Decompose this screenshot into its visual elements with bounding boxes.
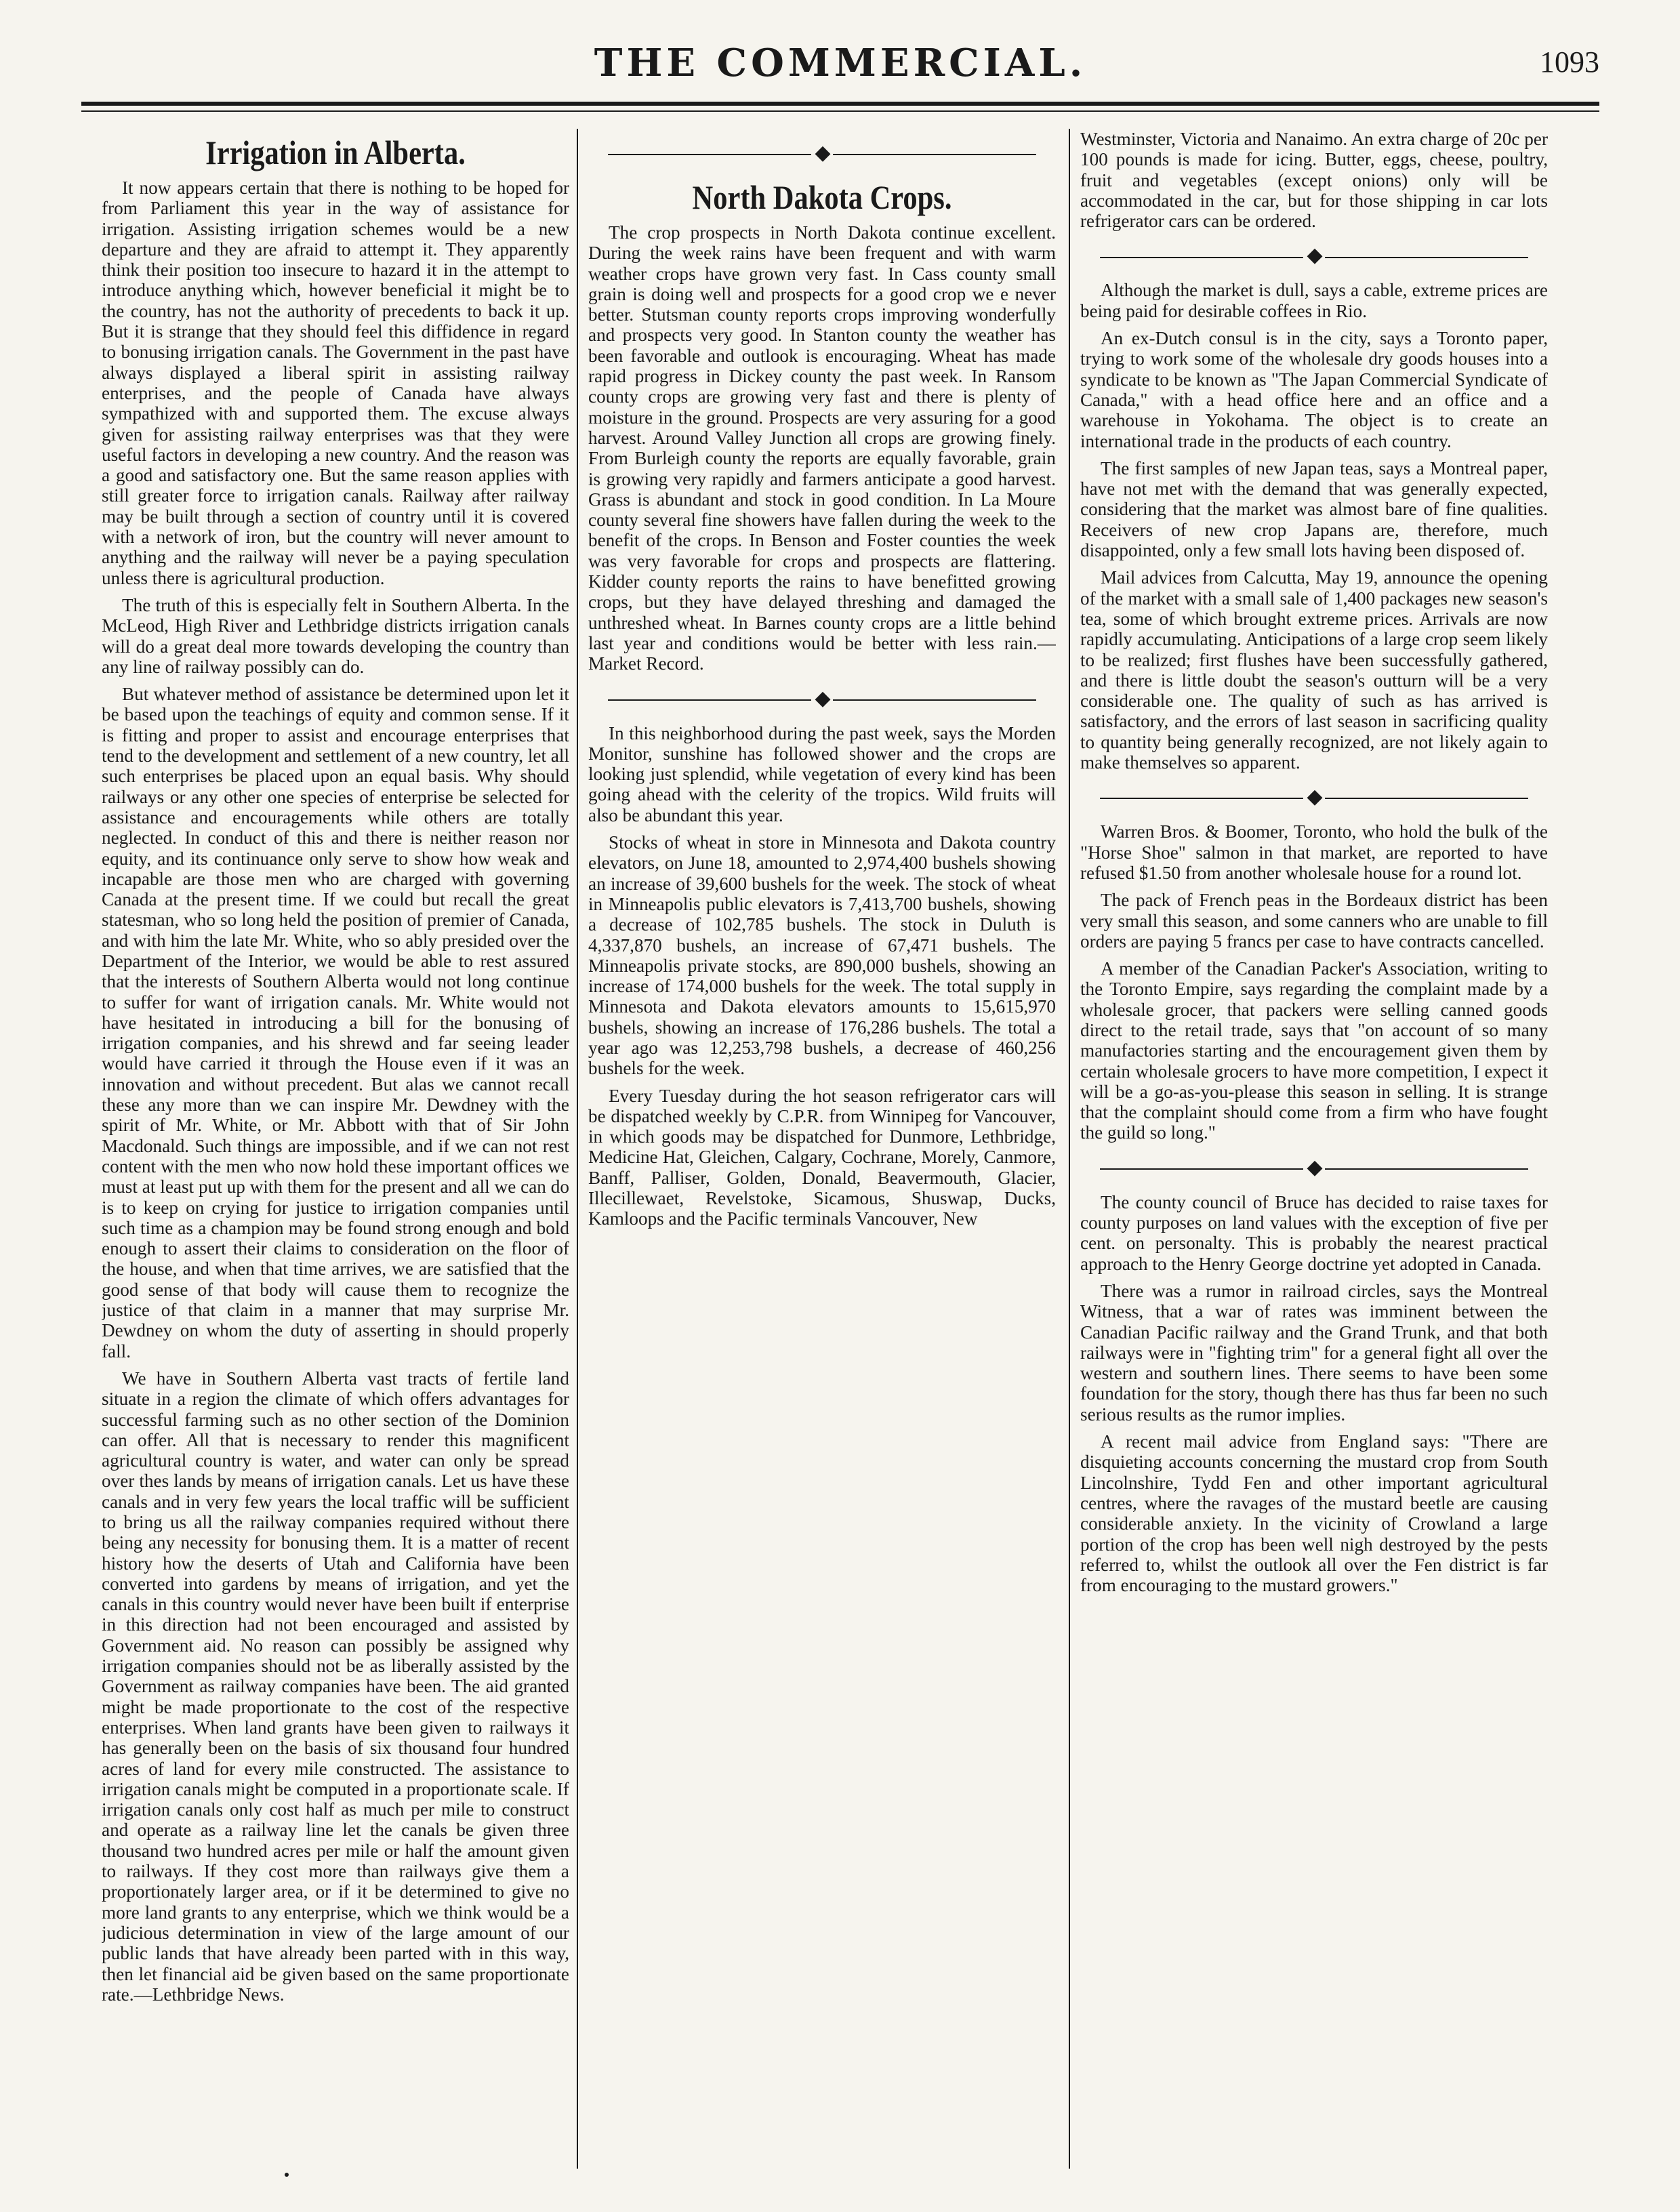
column-divider [577,129,578,2169]
article-paragraph: The first samples of new Japan teas, says a Montreal paper, have not met with the demand that was generally expected, considering that the market was almost bare of fine qualities. Receivers of new crop Japans are, therefore, much disappointed, only a few small lots having been disposed of. [1080,457,1548,561]
article-paragraph: An ex-Dutch consul is in the city, says a Toronto paper, trying to work some of the wholesale dry goods houses into a syndicate to be known as "The Japan Commercial Syndicate of Canada," with a head office here and an office and a warehouse in Yokohama. The object is to create an international trade in the products of each country. [1080,328,1548,451]
article-paragraph: Although the market is dull, says a cable, extreme prices are being paid for desirable coffees in Rio. [1080,280,1548,321]
section-separator: ◆ [1080,1154,1548,1181]
section-separator: ◆ [588,685,1056,712]
article-paragraph: The truth of this is especially felt in Southern Alberta. In the McLeod, High River and Lethbridge districts irrigation canals will do a great deal more towards developing the country than any line of railway possibly can do. [102,594,569,677]
column-divider [1069,129,1070,2169]
column-2 [588,129,1056,2162]
masthead [81,27,1599,108]
article-paragraph: The pack of French peas in the Bordeaux district has been very small this season, and some canners who are unable to fill orders are paying 5 francs per case to have contracts cancelled. [1080,890,1548,951]
article-paragraph: There was a rumor in railroad circles, says the Montreal Witness, that a war of rates was imminent between the Canadian Pacific railway and the Grand Trunk, and that both railways were in "fighting trim" for a general fight all over the western and southern lines. There seems to have been some foundation for the story, though there has thus far been no such serious results as the rumor implies. [1080,1280,1548,1425]
article-paragraph: A member of the Canadian Packer's Association, writing to the Toronto Empire, says regarding the complaint made by a wholesale grocer, that packers were selling canned goods direct to the retail trade, says that "on account of so many manufactories starting and the encouragement given them by certain wholesale grocers to have more competition, I expect it will be a go-as-you-please this season in selling. It is strange that the complaint should come from a firm who have fought the guild so long." [1080,958,1548,1143]
article-headline-north-dakota: North Dakota Crops. [692,178,952,216]
article-paragraph: Mail advices from Calcutta, May 19, announce the opening of the market with a small sale of 1,400 packages new season's tea, some of which brought extreme prices. Arrivals are now rapidly accumulating. Anticipations of a large crop seem likely to be realized; first flushes have been successfully gathered, and there is little doubt the season's outturn will be a very considerable one. The quality of such as has arrived is satisfactory, and the errors of last season in sacrificing quality to quantity being generally recognized, are not likely again to make themselves so apparent. [1080,567,1548,773]
article-paragraph: Every Tuesday during the hot season refrigerator cars will be dispatched weekly by C.P.R. from Winnipeg for Vancouver, in which goods may be dispatched for Dunmore, Lethbridge, Medicine Hat, Gleichen, Calgary, Cochrane, Morely, Canmore, Banff, Palliser, Golden, Donald, Beavermouth, Glacier, Illecillewaet, Revelstoke, Sicamous, Shuswap, Ducks, Kamloops and the Pacific terminals Vancouver, New [588,1085,1056,1229]
article-paragraph: Westminster, Victoria and Nanaimo. An extra charge of 20c per 100 pounds is made for icing. Butter, eggs, cheese, poultry, fruit and vegetables (except onions) only will be accommodated in the car, but for those shipping in car lots refrigerator cars can be ordered. [1080,129,1548,232]
article-paragraph: Stocks of wheat in store in Minnesota and Dakota country elevators, on June 18, amounted to 2,974,400 bushels showing an increase of 39,600 bushels for the week. The stock of wheat in Minneapolis public elevators is 7,413,700 bushels, showing a decrease of 102,785 bushels. The stock in Duluth is 4,337,870 bushels, an increase of 67,471 bushels. The Minneapolis private stocks, are 890,000 bushels, showing an increase of 174,000 bushels for the week. The total supply in Minnesota and Dakota elevators amounts to 15,615,970 bushels, showing an increase of 176,286 bushels. The total a year ago was 12,253,798 bushels, a decrease of 460,256 bushels for the week. [588,832,1056,1079]
column-3 [1080,129,1548,2162]
print-mark [285,2173,289,2177]
masthead-rule-thin [81,110,1599,112]
newspaper-title: THE COMMERCIAL. [594,41,1087,85]
section-separator: ◆ [1080,783,1548,811]
section-separator: ◆ [588,140,1056,167]
article-paragraph: It now appears certain that there is nothing to be hoped for from Parliament this year in the way of assistance for irrigation. Assisting irrigation schemes would be a new departure and they are afraid to attempt it. They apparently think their position too insecure to hazard it in the attempt to introduce anything which, however beneficial it might be to the country, has not the authority of precedents to back it up. But it is strange that they should feel this diffidence in regard to bonusing irrigation canals. The Government in the past have always displayed a liberal spirit in assisting railway enterprises, and the people of Canada have always sympathized with and supported them. The excuse always given for assisting railway enterprises was that they were useful factors in developing a new country. And the reason was a good and satisfactory one. But the same reason applies with still greater force to irrigation canals. Railway after railway may be built through a section of country until it is covered with a network of iron, but the country will never amount to anything and the railway will never be a paying speculation unless there is agricultural production. [102,178,569,588]
masthead-rule-thick [81,102,1599,106]
section-separator: ◆ [1080,242,1548,269]
article-paragraph: But whatever method of assistance be determined upon let it be based upon the teachings of equity and common sense. If it is fitting and proper to assist and encourage enterprises that tend to the development and settlement of a new country, let all such enterprises be placed upon an equal basis. Why should railways or any other one species of enterprise be selected for assistance and encouragements while others are totally neglected. In conduct of this and there is neither reason nor equity, and its continuance only serve to show how weak and incapable are those men who are charged with governing Canada at the present time. If we could but recall the great statesman, who so long held the position of premier of Canada, and with him the late Mr. White, who so ably presided over the Department of the Interior, we would be able to rest assured that the interests of Southern Alberta would not long continue to suffer for want of irrigation canals. Mr. White would not have hesitated in introducing a bill for the bonusing of irrigation companies, and his shrewd and far seeing leader would have carried it through the House even if it was an innovation and without precedent. But alas we cannot recall these any more than we can inspire Mr. Dewdney with the spirit of Mr. White, or Mr. Abbott with that of Sir John Macdonald. Such things are impossible, and if we can not rest content with the men who now hold these important offices we must at least put up with them for the present and all we can do is to keep on crying for justice to irrigation companies until such time as a champion may be found strong enough and bold enough to assert their claims to consideration on the floor of the house, and when that time arrives, we are satisfied that the good sense of that body will cause them to recognize the justice of that claim in a manner that may surprise Mr. Dewdney on whom the duty of asserting in should properly fall. [102,684,569,1361]
article-paragraph: A recent mail advice from England says: "There are disquieting accounts concerning the mustard crop from South Lincolnshire, Tydd Fen and other important agricultural centres, where the ravages of the mustard beetle are causing considerable anxiety. In the vicinity of Crowland a large portion of the crop has been well nigh destroyed by the pests referred to, whilst the outlook all over the Fen district is far from encouraging to the mustard growers." [1080,1431,1548,1596]
page-number: 1093 [1540,45,1599,79]
article-paragraph: The crop prospects in North Dakota continue excellent. During the week rains have been frequent and with warm weather crops have grown very fast. In Cass county small grain is doing well and prospects for a good crop we e never better. Stutsman county reports crops improving wonderfully and prospects very good. In Stanton county the weather has been favorable and outlook is encouraging. Wheat has made rapid progress in Dickey county the past week. In Ransom county crops are growing very fast and there is plenty of moisture in the ground. Prospects are very assuring for a good harvest. Around Valley Junction all crops are growing finely. From Burleigh county the reports are equally favorable, grain is growing very rapidly and farmers anticipate a good harvest. Grass is abundant and stock in good condition. In La Moure county several fine showers have fallen during the week to the benefit of the crops. In Benson and Foster counties the week was very favorable for crops and prospects are flattering. Kidder county reports the rains to have benefitted growing crops, but they have delayed threshing and damaged the unthreshed wheat. In Barnes county crops are a little behind last year and conditions would be better with less rain.—Market Record. [588,222,1056,674]
article-paragraph: The county council of Bruce has decided to raise taxes for county purposes on land values with the exception of five per cent. on personalty. This is probably the nearest practical approach to the Henry George doctrine yet adopted in Canada. [1080,1191,1548,1274]
article-headline-irrigation: Irrigation in Alberta. [205,134,466,171]
article-paragraph: In this neighborhood during the past week, says the Morden Monitor, sunshine has followed shower and the crops are looking just splendid, while vegetation of every kind has been going ahead with the celerity of the tropics. Wild fruits will also be abundant this year. [588,722,1056,825]
column-1 [102,129,569,2162]
article-paragraph: We have in Southern Alberta vast tracts of fertile land situate in a region the climate of which offers advantages for successful farming such as no other section of the Dominion can offer. All that is necessary to render this magnificent agricultural country is water, and water can only be spread over thes lands by means of irrigation canals. Let us have these canals and in very few years the local traffic will be sufficient to bring us all the railway companies required without there being any necessity for bonusing them. It is a matter of recent history how the deserts of Utah and California have been converted into gardens by means of irrigation, and yet the canals in this country would never have been built if enterprise in this direction had not been encouraged and assisted by Government aid. No reason can possibly be assigned why irrigation companies should not be as liberally assisted by the Government as railway companies have been. The aid granted might be made proportionate to the cost of the respective enterprises. When land grants have been given to railways it has generally been on the basis of six thousand four hundred acres of land for every mile constructed. The assistance to irrigation canals might be computed in a proportionate scale. If irrigation canals only cost half as much per mile to construct and operate as a railway line let the canals be given three thousand two hundred acres per mile or half the amount given to railways. If they cost more than railways give them a proportionately larger area, or if it be determined to give no more land grants to any enterprise, which we think would be a judicious determination in view of the large amount of our public lands that have already been parted with in this way, then let financial aid be given based on the same proportionate rate.—Lethbridge News. [102,1368,569,2005]
article-paragraph: Warren Bros. & Boomer, Toronto, who hold the bulk of the "Horse Shoe" salmon in that market, are reported to have refused $1.50 from another wholesale house for a round lot. [1080,821,1548,883]
